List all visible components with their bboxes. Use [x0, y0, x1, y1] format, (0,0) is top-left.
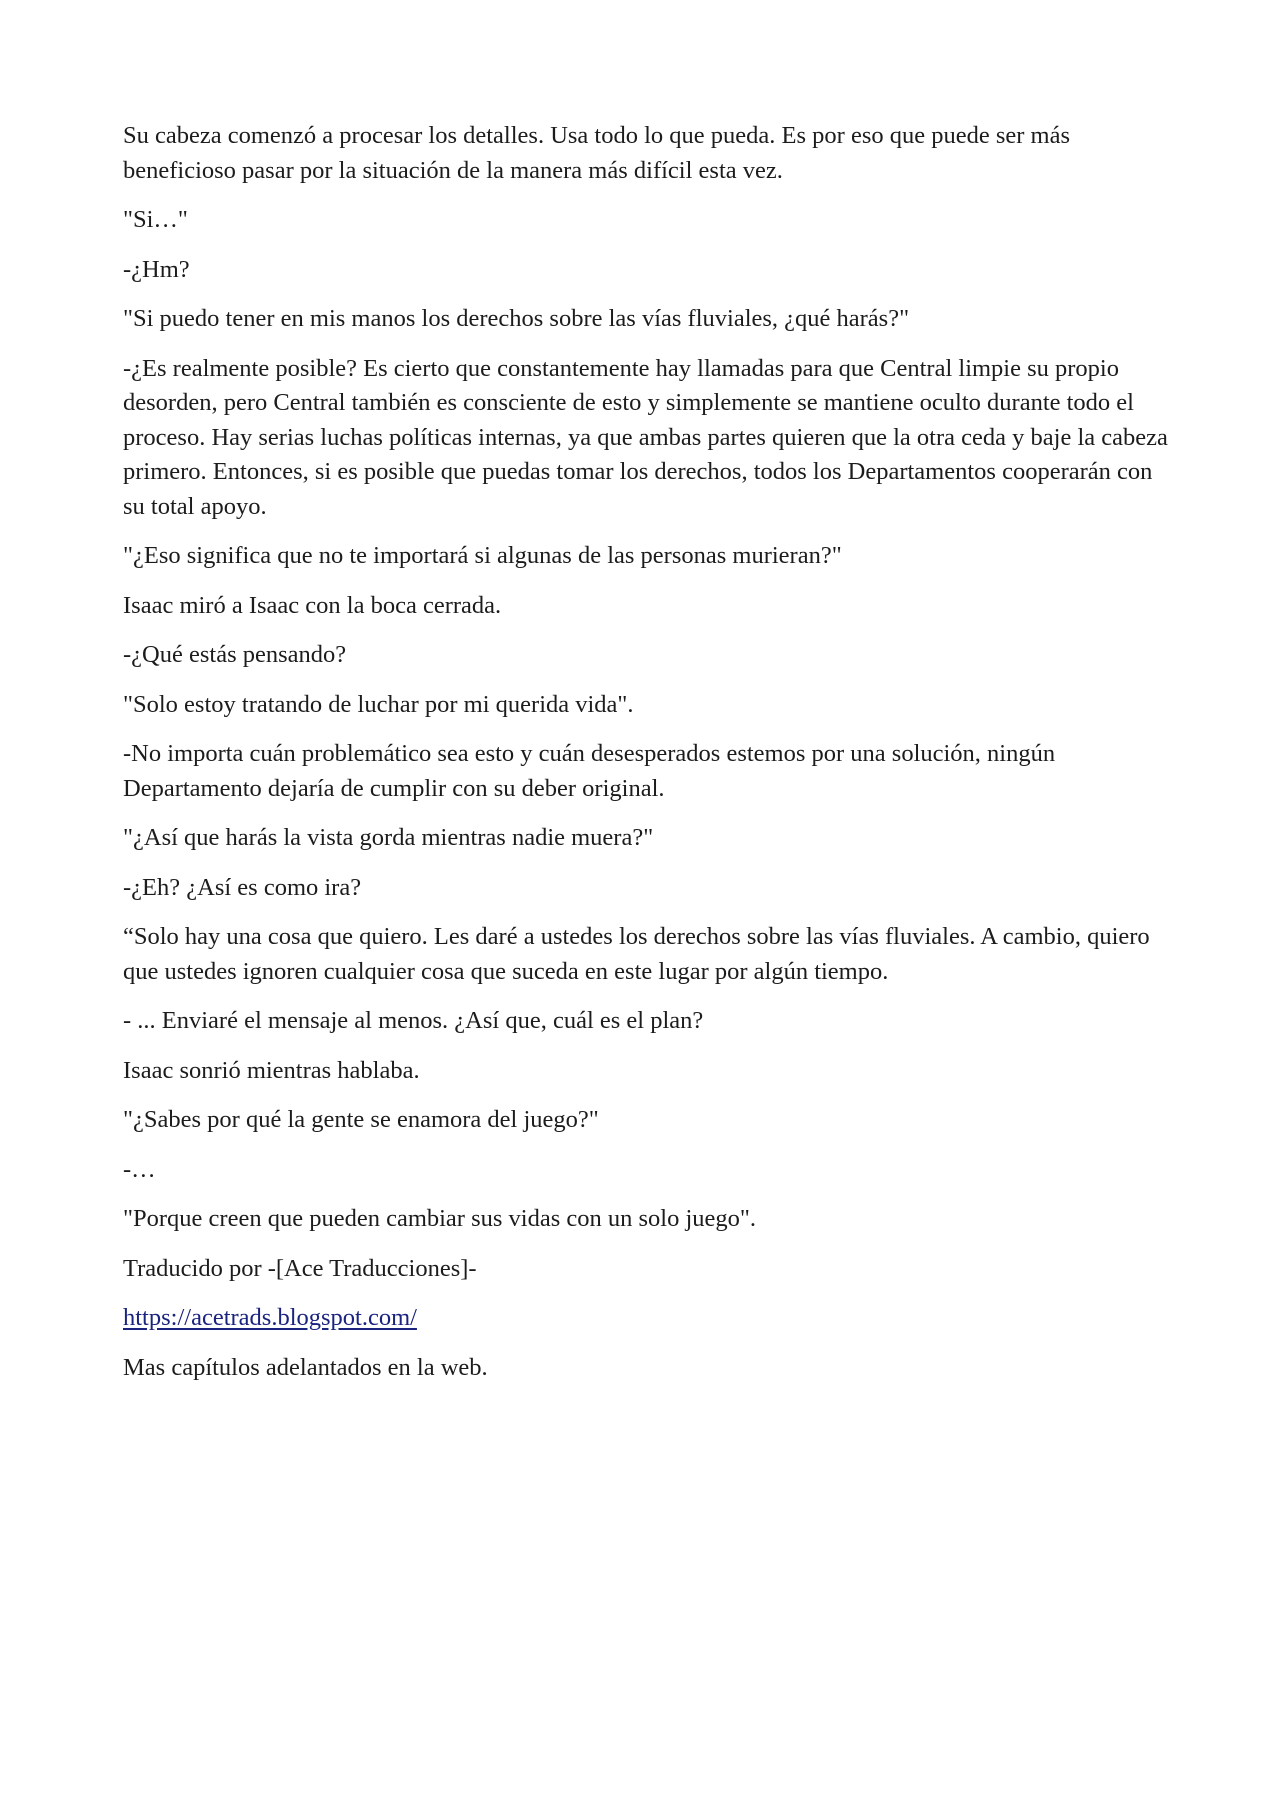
paragraph: -…: [123, 1155, 156, 1183]
paragraph: "Solo estoy tratando de luchar por mi querida vida".: [123, 690, 634, 718]
paragraph: “Solo hay una cosa que quiero. Les daré a ustedes los derechos sobre las vías fluviales. A cambio, quiero que ustedes ignoren cualquier cosa que suceda en este lugar por algún tiempo.: [123, 923, 1150, 985]
paragraph: - ... Enviaré el mensaje al menos. ¿Así que, cuál es el plan?: [123, 1007, 704, 1034]
footer-note: Mas capítulos adelantados en la web.: [123, 1353, 488, 1381]
paragraph: -¿Qué estás pensando?: [123, 641, 347, 668]
paragraph: -¿Eh? ¿Así es como ira?: [123, 873, 362, 901]
paragraph: "Si…": [123, 206, 188, 233]
paragraph: "¿Sabes por qué la gente se enamora del juego?": [123, 1106, 599, 1133]
paragraph: "¿Eso significa que no te importará si algunas de las personas murieran?": [123, 542, 842, 569]
translator-credit: Traducido por -[Ace Traducciones]-: [123, 1254, 477, 1282]
blog-link[interactable]: https://acetrads.blogspot.com/: [123, 1304, 417, 1331]
paragraph: "Si puedo tener en mis manos los derechos sobre las vías fluviales, ¿qué harás?": [123, 305, 910, 332]
paragraph: Isaac sonrió mientras hablaba.: [123, 1056, 420, 1084]
paragraph: Isaac miró a Isaac con la boca cerrada.: [123, 591, 502, 619]
paragraph: "Porque creen que pueden cambiar sus vidas con un solo juego".: [123, 1205, 757, 1232]
paragraph: -¿Hm?: [123, 255, 190, 283]
document-page: [123, 119, 1168, 1400]
paragraph: Su cabeza comenzó a procesar los detalles. Usa todo lo que pueda. Es por eso que puede ser más beneficioso pasar por la situación de la manera más difícil esta vez.: [123, 122, 1071, 184]
link-paragraph: [123, 1301, 1168, 1336]
paragraph: "¿Así que harás la vista gorda mientras nadie muera?": [123, 824, 654, 851]
paragraph: -¿Es realmente posible? Es cierto que constantemente hay llamadas para que Central limpie su propio desorden, pero Central también es consciente de esto y simplemente se mantiene oculto durante todo el proceso. Hay serias luchas políticas internas, ya que ambas partes quieren que la otra ceda y baje la cabeza primero. Entonces, si es posible que puedas tomar los derechos, todos los Departamentos cooperarán con su total apoyo.: [123, 354, 1168, 520]
paragraph: -No importa cuán problemático sea esto y cuán desesperados estemos por una solución, ningún Departamento dejaría de cumplir con su deber original.: [123, 740, 1056, 802]
